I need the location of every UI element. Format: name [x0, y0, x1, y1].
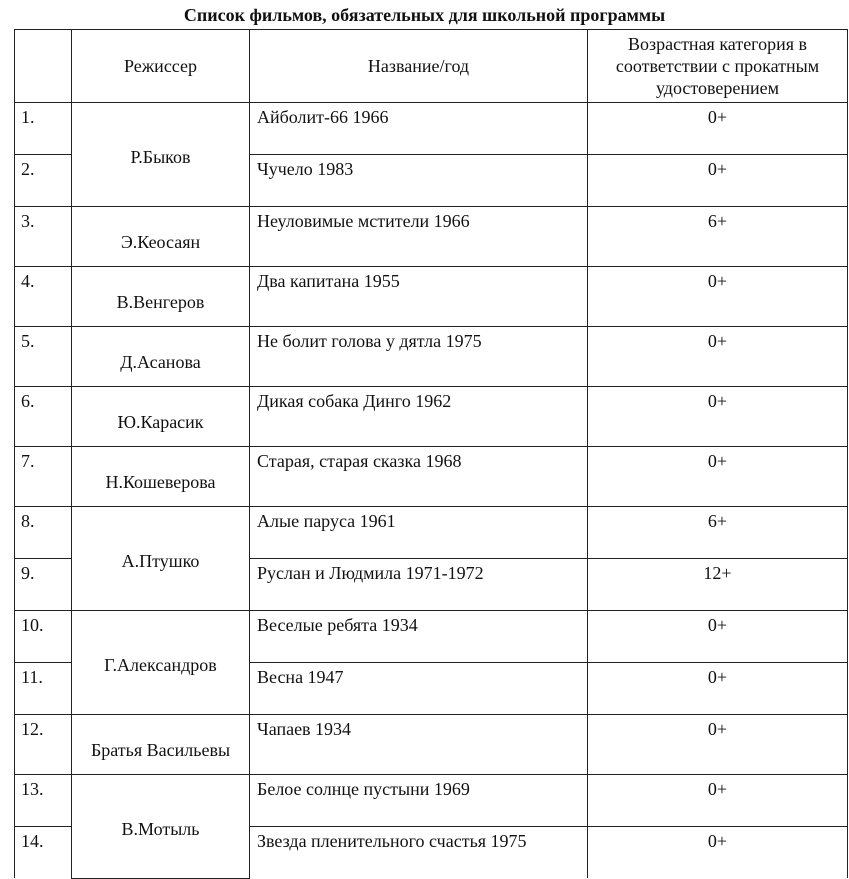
- row-number: 13.: [15, 775, 72, 827]
- table-row: [15, 387, 848, 447]
- row-number: 1.: [15, 103, 72, 155]
- film-title: Два капитана 1955: [250, 267, 588, 327]
- age-category: 12+: [588, 559, 848, 611]
- director-cell: Э.Кеосаян: [72, 207, 250, 267]
- age-category: 0+: [588, 775, 848, 827]
- row-number: 5.: [15, 327, 72, 387]
- film-title: Алые паруса 1961: [250, 507, 588, 559]
- table-row: [15, 267, 848, 327]
- director-cell: В.Венгеров: [72, 267, 250, 327]
- film-title: Чучело 1983: [250, 155, 588, 207]
- header-film: Название/год: [250, 30, 588, 103]
- table-row: [15, 447, 848, 507]
- row-number: 10.: [15, 611, 72, 663]
- row-number: 7.: [15, 447, 72, 507]
- table-header-row: [15, 30, 848, 103]
- row-number: 12.: [15, 715, 72, 775]
- film-title: Руслан и Людмила 1971-1972: [250, 559, 588, 611]
- director-cell: Н.Кошеверова: [72, 447, 250, 507]
- film-title: Звезда пленительного счастья 1975: [250, 827, 588, 879]
- row-number: 9.: [15, 559, 72, 611]
- table-row: [15, 207, 848, 267]
- table-row: [15, 327, 848, 387]
- header-number: [15, 30, 72, 103]
- film-title: Старая, старая сказка 1968: [250, 447, 588, 507]
- director-cell: В.Мотыль: [72, 775, 250, 879]
- age-category: 0+: [588, 103, 848, 155]
- age-category: 6+: [588, 507, 848, 559]
- film-title: Дикая собака Динго 1962: [250, 387, 588, 447]
- age-category: 6+: [588, 207, 848, 267]
- table-row: [15, 611, 848, 663]
- table-row: [15, 715, 848, 775]
- row-number: 11.: [15, 663, 72, 715]
- row-number: 2.: [15, 155, 72, 207]
- row-number: 4.: [15, 267, 72, 327]
- director-cell: Братья Васильевы: [72, 715, 250, 775]
- age-category: 0+: [588, 663, 848, 715]
- table-row: [15, 775, 848, 827]
- film-title: Не болит голова у дятла 1975: [250, 327, 588, 387]
- age-category: 0+: [588, 827, 848, 879]
- document-title: Список фильмов, обязательных для школьной программы: [183, 5, 666, 25]
- age-category: 0+: [588, 267, 848, 327]
- row-number: 14.: [15, 827, 72, 879]
- film-title: Неуловимые мстители 1966: [250, 207, 588, 267]
- header-director: Режиссер: [72, 30, 250, 103]
- films-table: [14, 29, 848, 879]
- row-number: 3.: [15, 207, 72, 267]
- row-number: 8.: [15, 507, 72, 559]
- age-category: 0+: [588, 447, 848, 507]
- film-title: Чапаев 1934: [250, 715, 588, 775]
- film-title: Белое солнце пустыни 1969: [250, 775, 588, 827]
- director-cell: Д.Асанова: [72, 327, 250, 387]
- director-cell: Р.Быков: [72, 103, 250, 207]
- film-title: Айболит-66 1966: [250, 103, 588, 155]
- age-category: 0+: [588, 387, 848, 447]
- film-title: Веселые ребята 1934: [250, 611, 588, 663]
- director-cell: А.Птушко: [72, 507, 250, 611]
- table-row: [15, 103, 848, 155]
- director-cell: Ю.Карасик: [72, 387, 250, 447]
- age-category: 0+: [588, 327, 848, 387]
- age-category: 0+: [588, 715, 848, 775]
- age-category: 0+: [588, 155, 848, 207]
- header-age-category: Возрастная категория в соответствии с прокатным удостоверением: [588, 30, 848, 103]
- row-number: 6.: [15, 387, 72, 447]
- table-row: [15, 507, 848, 559]
- director-cell: Г.Александров: [72, 611, 250, 715]
- film-title: Весна 1947: [250, 663, 588, 715]
- age-category: 0+: [588, 611, 848, 663]
